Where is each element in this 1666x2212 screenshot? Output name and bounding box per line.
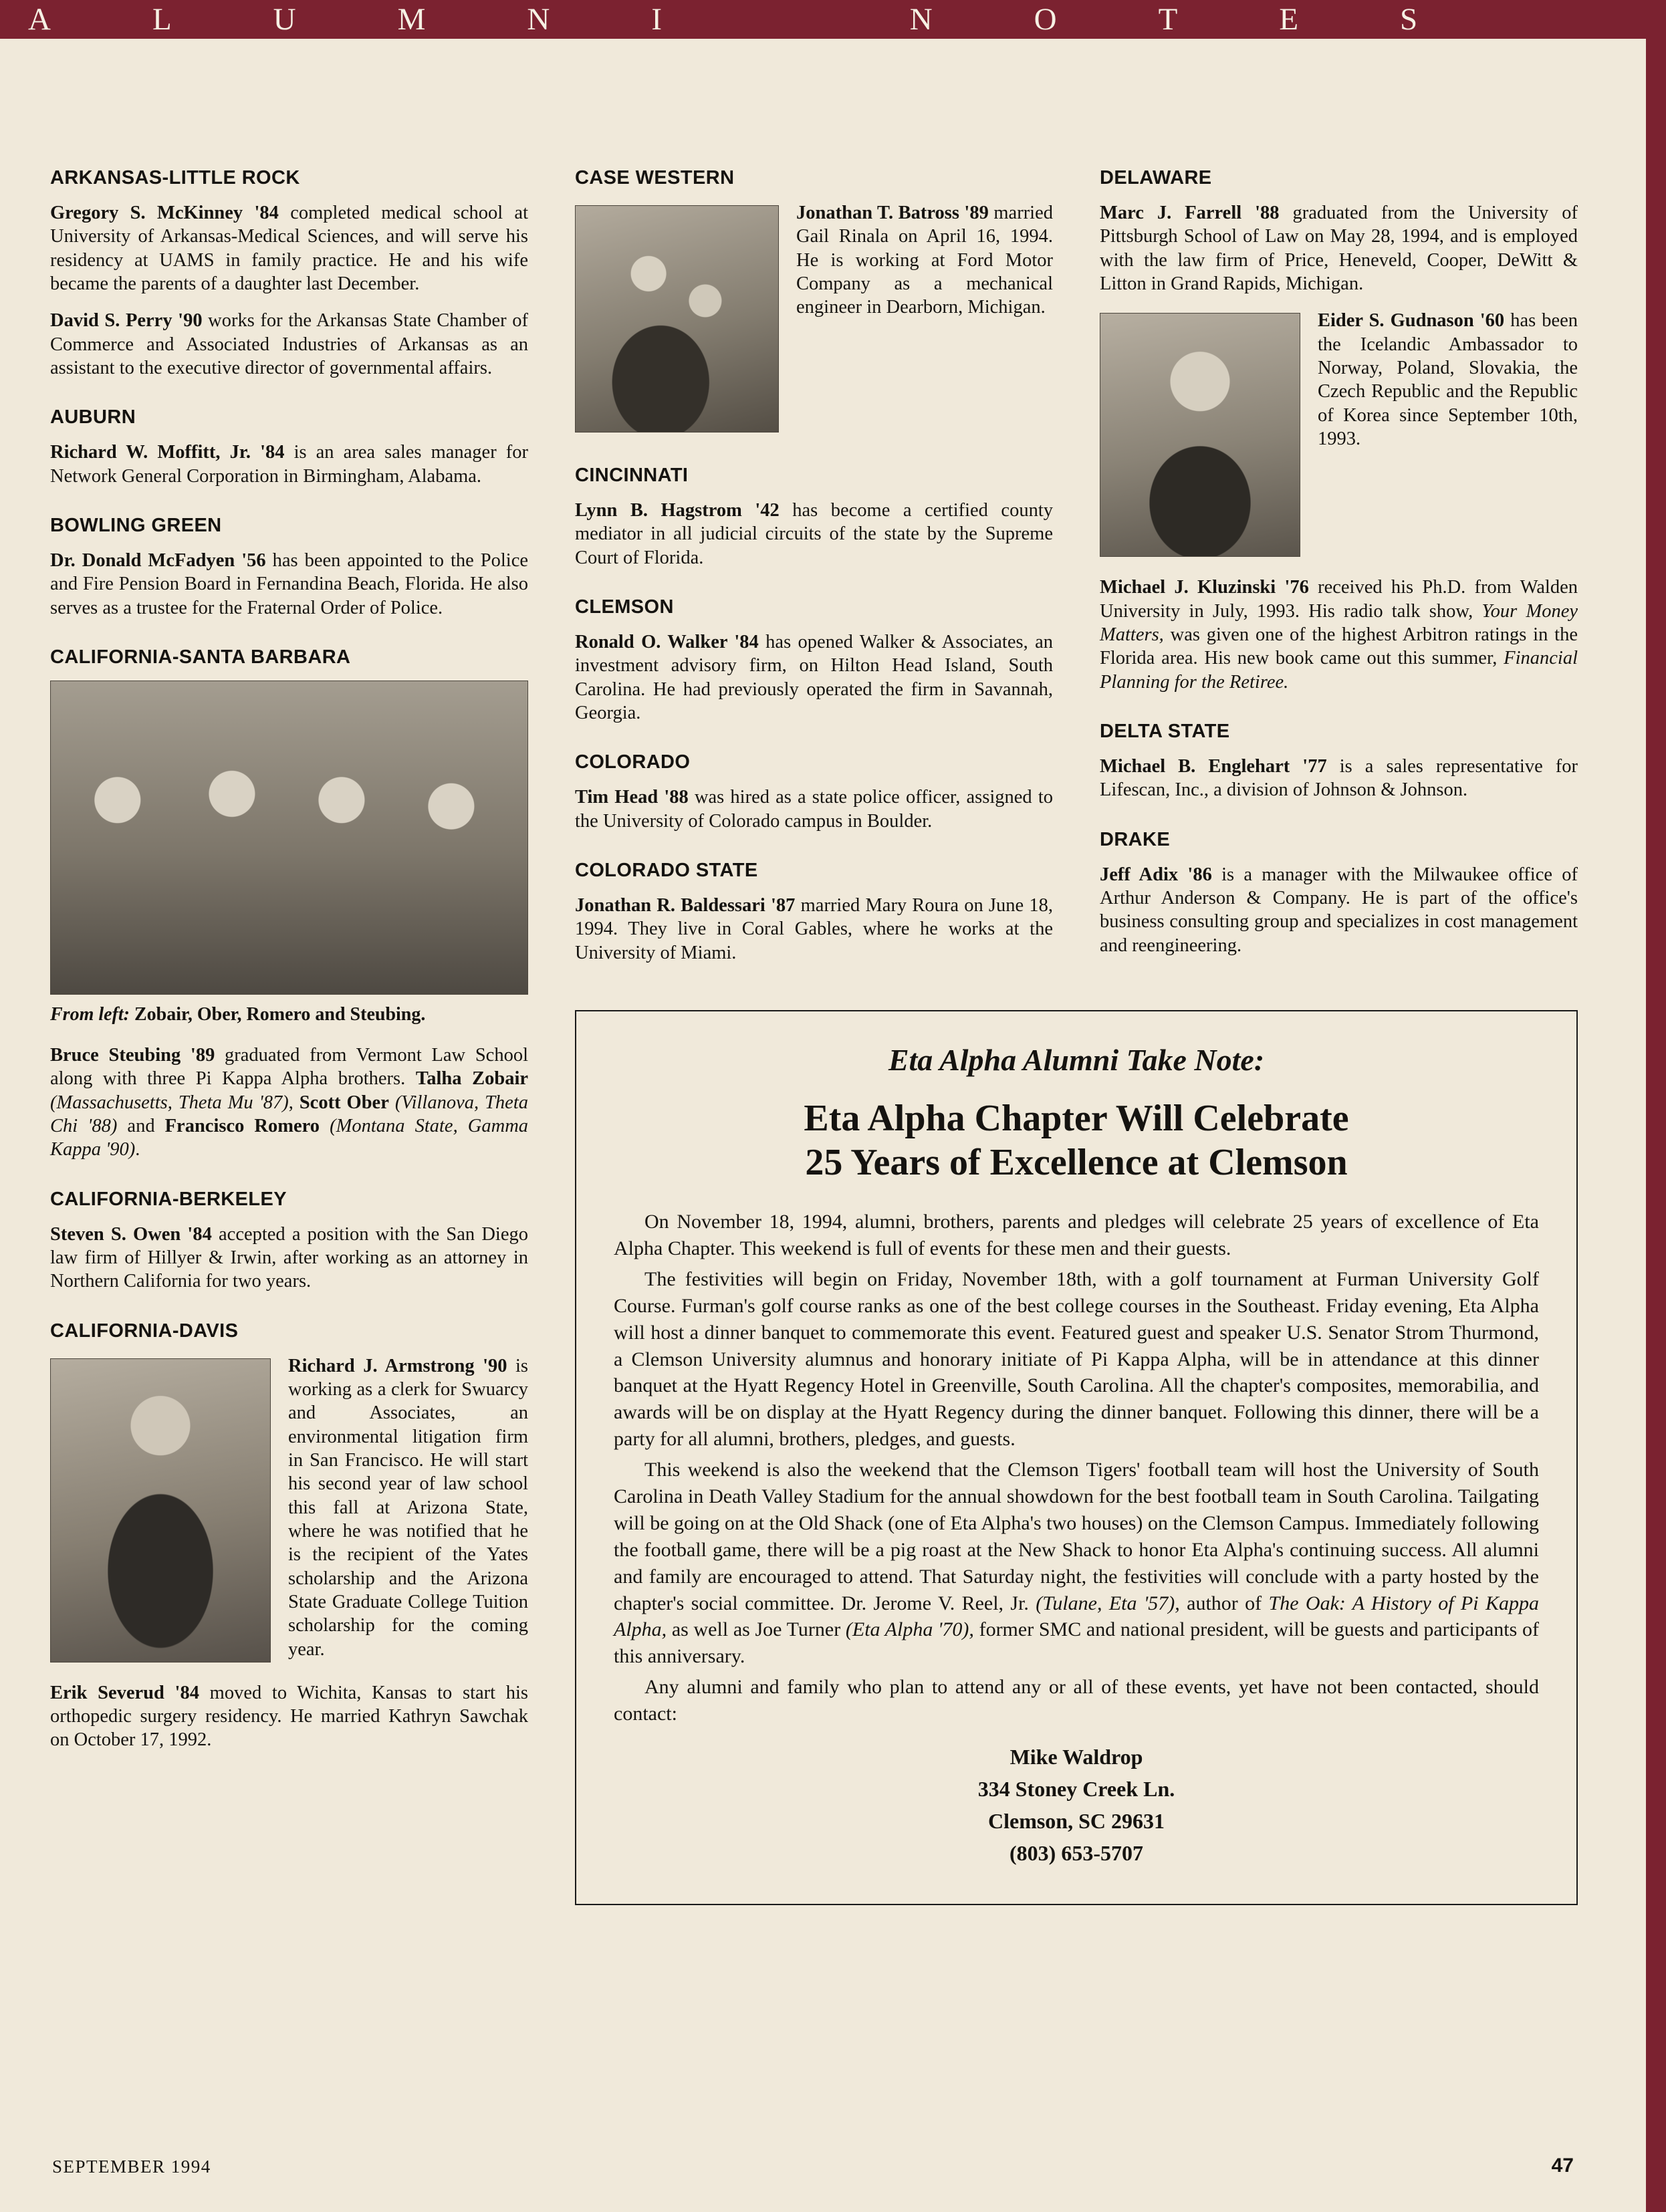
announcement-title-line1: Eta Alpha Chapter Will Celebrate bbox=[804, 1097, 1349, 1139]
contact-name: Mike Waldrop bbox=[1009, 1745, 1143, 1769]
section-heading: AUBURN bbox=[50, 406, 136, 428]
section-cincinnati bbox=[575, 465, 1053, 570]
section-heading: BOWLING GREEN bbox=[50, 514, 222, 536]
section-delta-state bbox=[1100, 721, 1578, 802]
announcement-title bbox=[614, 1096, 1539, 1185]
alumni-entry: Jeff Adix '86 is a manager with the Milwaukee office of Arthur Anderson & Company. He is part of the office's business consulting group and specializes in cost management and reengineering. bbox=[1100, 864, 1578, 956]
section-california-santa-barbara bbox=[50, 646, 528, 1162]
section-heading: CASE WESTERN bbox=[575, 167, 735, 189]
section-heading: COLORADO bbox=[575, 751, 691, 773]
alumni-entry: Michael B. Englehart '77 is a sales representative for Lifescan, Inc., a division of Johnson & Johnson. bbox=[1100, 755, 1578, 801]
section-clemson bbox=[575, 596, 1053, 725]
alumni-entry: David S. Perry '90 works for the Arkansas State Chamber of Commerce and Associated Industries of Arkansas as an assistant to the executive director of governmental affairs. bbox=[50, 310, 528, 378]
alumni-entry: Tim Head '88 was hired as a state police officer, assigned to the University of Colorado campus in Boulder. bbox=[575, 787, 1053, 832]
alumni-entry: Jonathan T. Batross '89 married Gail Rinala on April 16, 1994. He is working at Ford Motor Company as a mechanical engineer in Dearborn, Michigan. bbox=[575, 201, 1053, 438]
announcement-paragraph: This weekend is also the weekend that the Clemson Tigers' football team will host the University of South Carolina in Death Valley Stadium for the annual showdown for the best football team in South Carolina. Tailgating will be going on at the Old Shack (one of Eta Alpha's two houses) on the Clemson Campus. Immediately following the football game, there will be a pig roast at the New Shack to honor Eta Alpha's continuing success. All alumni and family are encouraged to attend. That Saturday night, the festivities will conclude with a party hosted by the chapter's social committee. Dr. Jerome V. Reel, Jr. (Tulane, Eta '57), author of The Oak: A History of Pi Kappa Alpha, as well as Joe Turner (Eta Alpha '70), former SMC and national president, will be guests and participants of this anniversary. bbox=[614, 1459, 1539, 1668]
section-heading: CLEMSON bbox=[575, 596, 674, 618]
announcement-paragraph: The festivities will begin on Friday, November 18th, with a golf tournament at Furman University Golf Course. Furman's golf course ranks as one of the best college courses in the Southeast. Friday evening, Eta Alpha will host a dinner banquet to commemorate this event. Featured guest and speaker U.S. Senator Strom Thurmond, a Clemson University alumnus and honorary initiate of Pi Kappa Alpha, will be in attendance at this dinner banquet at the Hyatt Regency Hotel in Greenville, South Carolina. All the chapter's composites, memorabilia, and awards will be on display at the Hyatt Regency during the dinner banquet. Following this dinner, there will be a party for all alumni, brothers, pledges, and guests. bbox=[614, 1267, 1539, 1451]
alumni-entry: Marc J. Farrell '88 graduated from the University of Pittsburgh School of Law on May 28, 1994, and is employed with the law firm of Price, Heneveld, Cooper, DeWitt & Litton in Grand Rapids, Michigan. bbox=[1100, 203, 1578, 294]
alumni-entry: Lynn B. Hagstrom '42 has become a certified county mediator in all judicial circuits of the state by the Supreme Court of Florida. bbox=[575, 500, 1053, 568]
announcement-kicker: Eta Alpha Alumni Take Note: bbox=[888, 1042, 1265, 1077]
section-heading: COLORADO STATE bbox=[575, 859, 758, 881]
eta-alpha-announcement-box bbox=[575, 1010, 1578, 1905]
section-colorado bbox=[575, 751, 1053, 833]
alumni-entry: Dr. Donald McFadyen '56 has been appointed to the Police and Fire Pension Board in Fernandina Beach, Florida. He also serves as a trustee for the Fraternal Order of Police. bbox=[50, 549, 529, 618]
section-auburn bbox=[50, 406, 528, 488]
alumni-entry: Michael J. Kluzinski '76 received his Ph.D. from Walden University in July, 1993. His radio talk show, Your Money Matters, was given one of the highest Arbitron ratings in the Florida area. His new book came out this summer, Financial Planning for the Retiree. bbox=[1100, 577, 1578, 693]
section-heading: CALIFORNIA-DAVIS bbox=[50, 1320, 239, 1342]
photo-caption: From left: Zobair, Ober, Romero and Steubing. bbox=[50, 1003, 426, 1025]
section-colorado-state bbox=[575, 860, 1053, 965]
alumni-entry: Jonathan R. Baldessari '87 married Mary Roura on June 18, 1994. They live in Coral Gables, where he works at the University of Miami. bbox=[575, 894, 1053, 963]
announcement-title-line2: 25 Years of Excellence at Clemson bbox=[805, 1142, 1348, 1184]
section-case-western bbox=[575, 167, 1053, 438]
alumni-entry: Bruce Steubing '89 graduated from Vermont Law School along with three Pi Kappa Alpha brothers. Talha Zobair (Massachusetts, Theta Mu '87), Scott Ober (Villanova, Theta Chi '88) and Francisco Romero (Montana State, Gamma Kappa '90). bbox=[50, 1044, 529, 1160]
alumni-entry: Steven S. Owen '84 accepted a position with the San Diego law firm of Hillyer & Irwin, after working as an attorney in Northern California for two years. bbox=[50, 1223, 528, 1292]
section-drake bbox=[1100, 829, 1578, 957]
section-delaware bbox=[1100, 167, 1578, 694]
column-middle bbox=[575, 167, 1053, 978]
alumni-entry: Richard J. Armstrong '90 is working as a clerk for Swuarcy and Associates, an environmental litigation firm in San Francisco. He will start his second year of law school this fall at Arizona State, where he was notified that he is the recipient of the Yates scholarship and the Arizona State Graduate College Tuition scholarship for the coming year. bbox=[50, 1354, 528, 1668]
section-heading: ARKANSAS-LITTLE ROCK bbox=[50, 167, 300, 189]
section-heading: DELAWARE bbox=[1100, 167, 1212, 189]
section-california-davis bbox=[50, 1320, 528, 1752]
section-heading: DRAKE bbox=[1100, 828, 1171, 850]
page-header-banner bbox=[0, 0, 1666, 39]
section-heading: CINCINNATI bbox=[575, 465, 689, 486]
photo-wedding-couple bbox=[575, 205, 779, 433]
announcement-paragraph: On November 18, 1994, alumni, brothers, parents and pledges will celebrate 25 years of excellence of Eta Alpha Chapter. This weekend is full of events for these men and their guests. bbox=[614, 1211, 1539, 1259]
section-heading: DELTA STATE bbox=[1100, 720, 1230, 742]
section-heading: CALIFORNIA-BERKELEY bbox=[50, 1188, 287, 1210]
alumni-entry: Ronald O. Walker '84 has opened Walker & Associates, an investment advisory firm, on Hilton Head Island, South Carolina. He had previously operated the firm in Savannah, Georgia. bbox=[575, 631, 1053, 723]
alumni-entry: Gregory S. McKinney '84 completed medical school at University of Arkansas-Medical Sciences, and will serve his residency at UAMS in family practice. He and his wife became the parents of a daughter last December. bbox=[50, 203, 529, 294]
contact-block bbox=[614, 1741, 1539, 1869]
photo-man-portrait bbox=[1100, 313, 1300, 557]
section-arkansas-little-rock bbox=[50, 167, 528, 380]
section-heading: CALIFORNIA-SANTA BARBARA bbox=[50, 646, 351, 668]
page-title: ALUMNI NOTES bbox=[28, 1, 1520, 37]
footer-page-number: 47 bbox=[1551, 2155, 1574, 2177]
content-grid bbox=[50, 167, 1578, 1905]
announcement-paragraph: Any alumni and family who plan to attend any or all of these events, yet have not been contacted, should contact: bbox=[614, 1676, 1539, 1725]
section-california-berkeley bbox=[50, 1189, 528, 1294]
alumni-entry: Eider S. Gudnason '60 has been the Icelandic Ambassador to Norway, Poland, Slovakia, the Czech Republic and the Republic of Korea since September 10th, 1993. bbox=[1100, 309, 1578, 562]
contact-phone: (803) 653-5707 bbox=[1009, 1841, 1143, 1866]
right-edge-band bbox=[1646, 0, 1666, 2212]
contact-address: 334 Stoney Creek Ln. bbox=[977, 1777, 1175, 1802]
footer-issue-date: SEPTEMBER 1994 bbox=[52, 2157, 211, 2177]
column-right bbox=[1100, 167, 1578, 971]
photo-group-four-men bbox=[50, 681, 528, 995]
alumni-entry: Erik Severud '84 moved to Wichita, Kansas to start his orthopedic surgery residency. He married Kathryn Sawchak on October 17, 1992. bbox=[50, 1682, 528, 1751]
section-bowling-green bbox=[50, 515, 528, 620]
photo-marine-portrait bbox=[50, 1358, 271, 1663]
column-left bbox=[50, 167, 528, 1765]
alumni-entry: Richard W. Moffitt, Jr. '84 is an area sales manager for Network General Corporation in Birmingham, Alabama. bbox=[50, 442, 528, 487]
contact-city: Clemson, SC 29631 bbox=[987, 1809, 1165, 1834]
